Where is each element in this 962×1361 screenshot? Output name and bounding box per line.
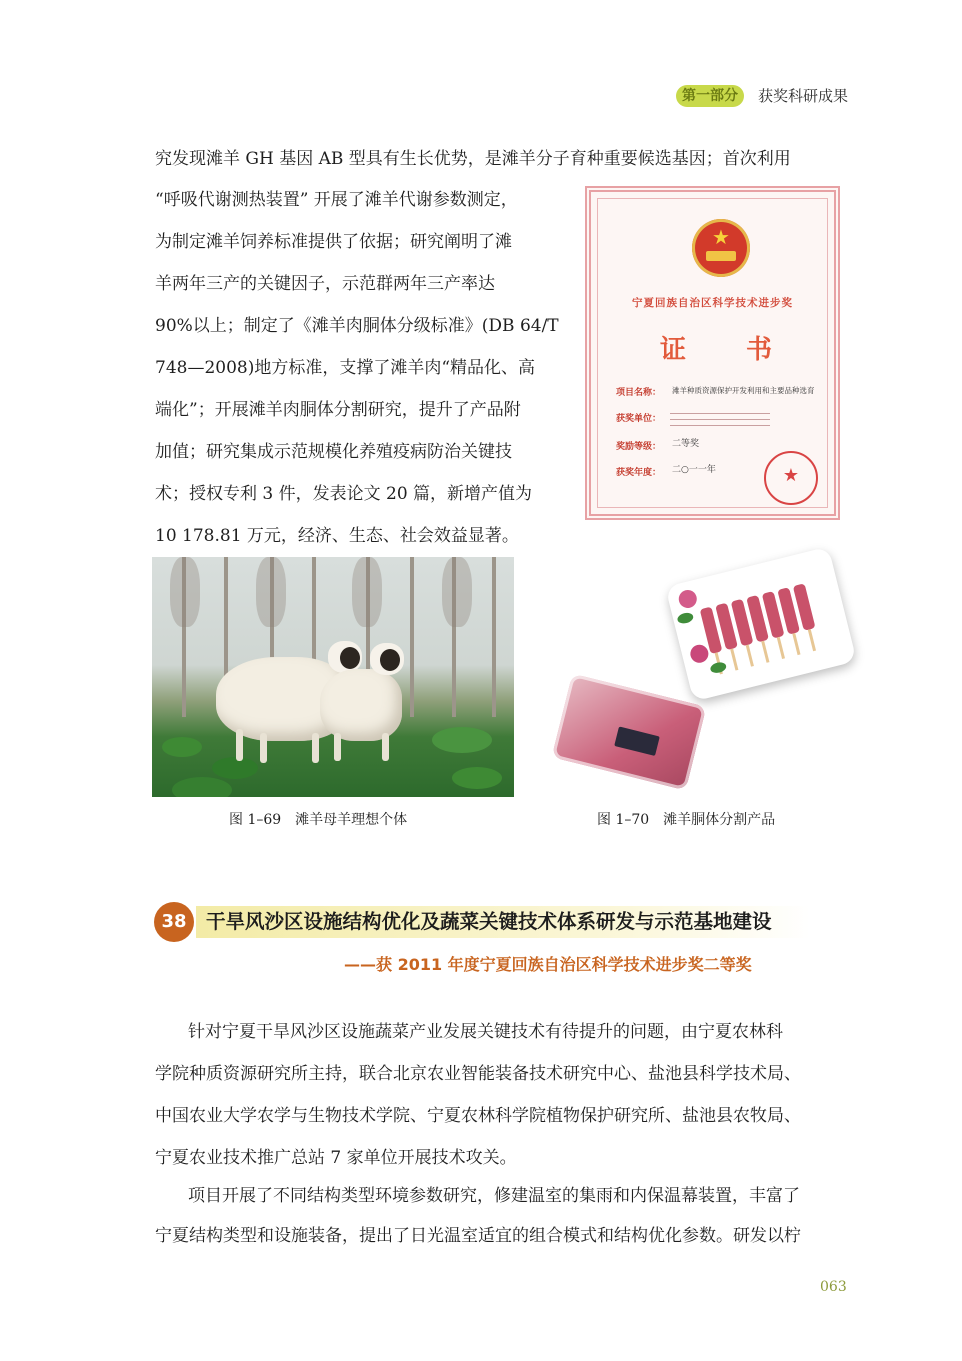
- certificate-title-char: 证: [660, 335, 687, 365]
- cert-field-value: 滩羊种质资源保护开发利用和主要品种选育: [672, 386, 815, 395]
- paragraph-line: 术；授权专利 3 件，发表论文 20 篇，新增产值为: [155, 484, 533, 504]
- section-title: 干旱风沙区设施结构优化及蔬菜关键技术体系研发与示范基地建设: [206, 910, 772, 933]
- certificate-title-char: 书: [746, 335, 773, 365]
- paragraph-line: 加值；研究集成示范规模化养殖疫病防治关键技: [155, 442, 512, 462]
- cert-field-label: 获奖年度：: [616, 468, 662, 478]
- paragraph-line: 748—2008)地方标准，支撑了滩羊肉“精品化、高: [155, 358, 536, 378]
- paragraph-line: 羊两年三产的关键因子，示范群两年三产率达: [155, 274, 495, 294]
- section-subtitle: ——获 2011 年度宁夏回族自治区科学技术进步奖二等奖: [344, 955, 752, 974]
- paragraph-line: 宁夏农业技术推广总站 7 家单位开展技术攻关。: [155, 1148, 517, 1168]
- cert-field-label: 获奖单位：: [616, 414, 662, 424]
- cert-field-value: 二○一一年: [672, 465, 716, 475]
- paragraph-line: 为制定滩羊饲养标准提供了依据；研究阐明了滩: [155, 232, 512, 252]
- sheep-figure: [320, 669, 402, 741]
- vacuum-pack: [552, 674, 707, 791]
- section-number-badge: 38: [154, 902, 194, 942]
- national-emblem-icon: [692, 219, 750, 277]
- skewer-tray: [665, 546, 857, 701]
- cert-field-label: 项目名称：: [616, 388, 662, 398]
- paragraph-line: 针对宁夏干旱风沙区设施蔬菜产业发展关键技术有待提升的问题，由宁夏农林科: [188, 1022, 783, 1042]
- paragraph-line: 学院种质资源研究所主持，联合北京农业智能装备技术研究中心、盐池县科学技术局、: [155, 1064, 801, 1084]
- lamb-product-image: [552, 555, 844, 800]
- sheep-photo: [152, 557, 514, 797]
- award-certificate-image: [585, 186, 840, 520]
- part-badge: 第一部分: [676, 85, 744, 107]
- paragraph-line: 究发现滩羊 GH 基因 AB 型具有生长优势，是滩羊分子育种重要候选基因；首次利用: [155, 149, 791, 169]
- cert-field-value: 二等奖: [672, 439, 700, 449]
- paragraph-line: 10 178.81 万元，经济、生态、社会效益显著。: [155, 526, 519, 546]
- page-number: 063: [820, 1279, 847, 1295]
- paragraph-line: 90%以上；制定了《滩羊肉胴体分级标准》(DB 64/T: [155, 316, 559, 336]
- paragraph-line: “呼吸代谢测热装置” 开展了滩羊代谢参数测定，: [155, 190, 518, 210]
- figure-caption: 图 1–69 滩羊母羊理想个体: [229, 812, 408, 828]
- certificate-org: 宁夏回族自治区科学技术进步奖: [632, 297, 793, 309]
- cert-field-label: 奖励等级：: [616, 442, 662, 452]
- paragraph-line: 中国农业大学农学与生物技术学院、宁夏农林科学院植物保护研究所、盐池县农牧局、: [155, 1106, 801, 1126]
- paragraph-line: 宁夏结构类型和设施装备，提出了日光温室适宜的组合模式和结构优化参数。研发以柠: [155, 1226, 801, 1246]
- paragraph-line: 端化”；开展滩羊肉胴体分割研究，提升了产品附: [155, 400, 521, 420]
- official-seal-icon: [764, 451, 818, 505]
- paragraph-line: 项目开展了不同结构类型环境参数研究，修建温室的集雨和内保温幕装置，丰富了: [188, 1186, 800, 1206]
- figure-caption: 图 1–70 滩羊胴体分割产品: [597, 812, 776, 828]
- running-header-title: 获奖科研成果: [758, 87, 849, 105]
